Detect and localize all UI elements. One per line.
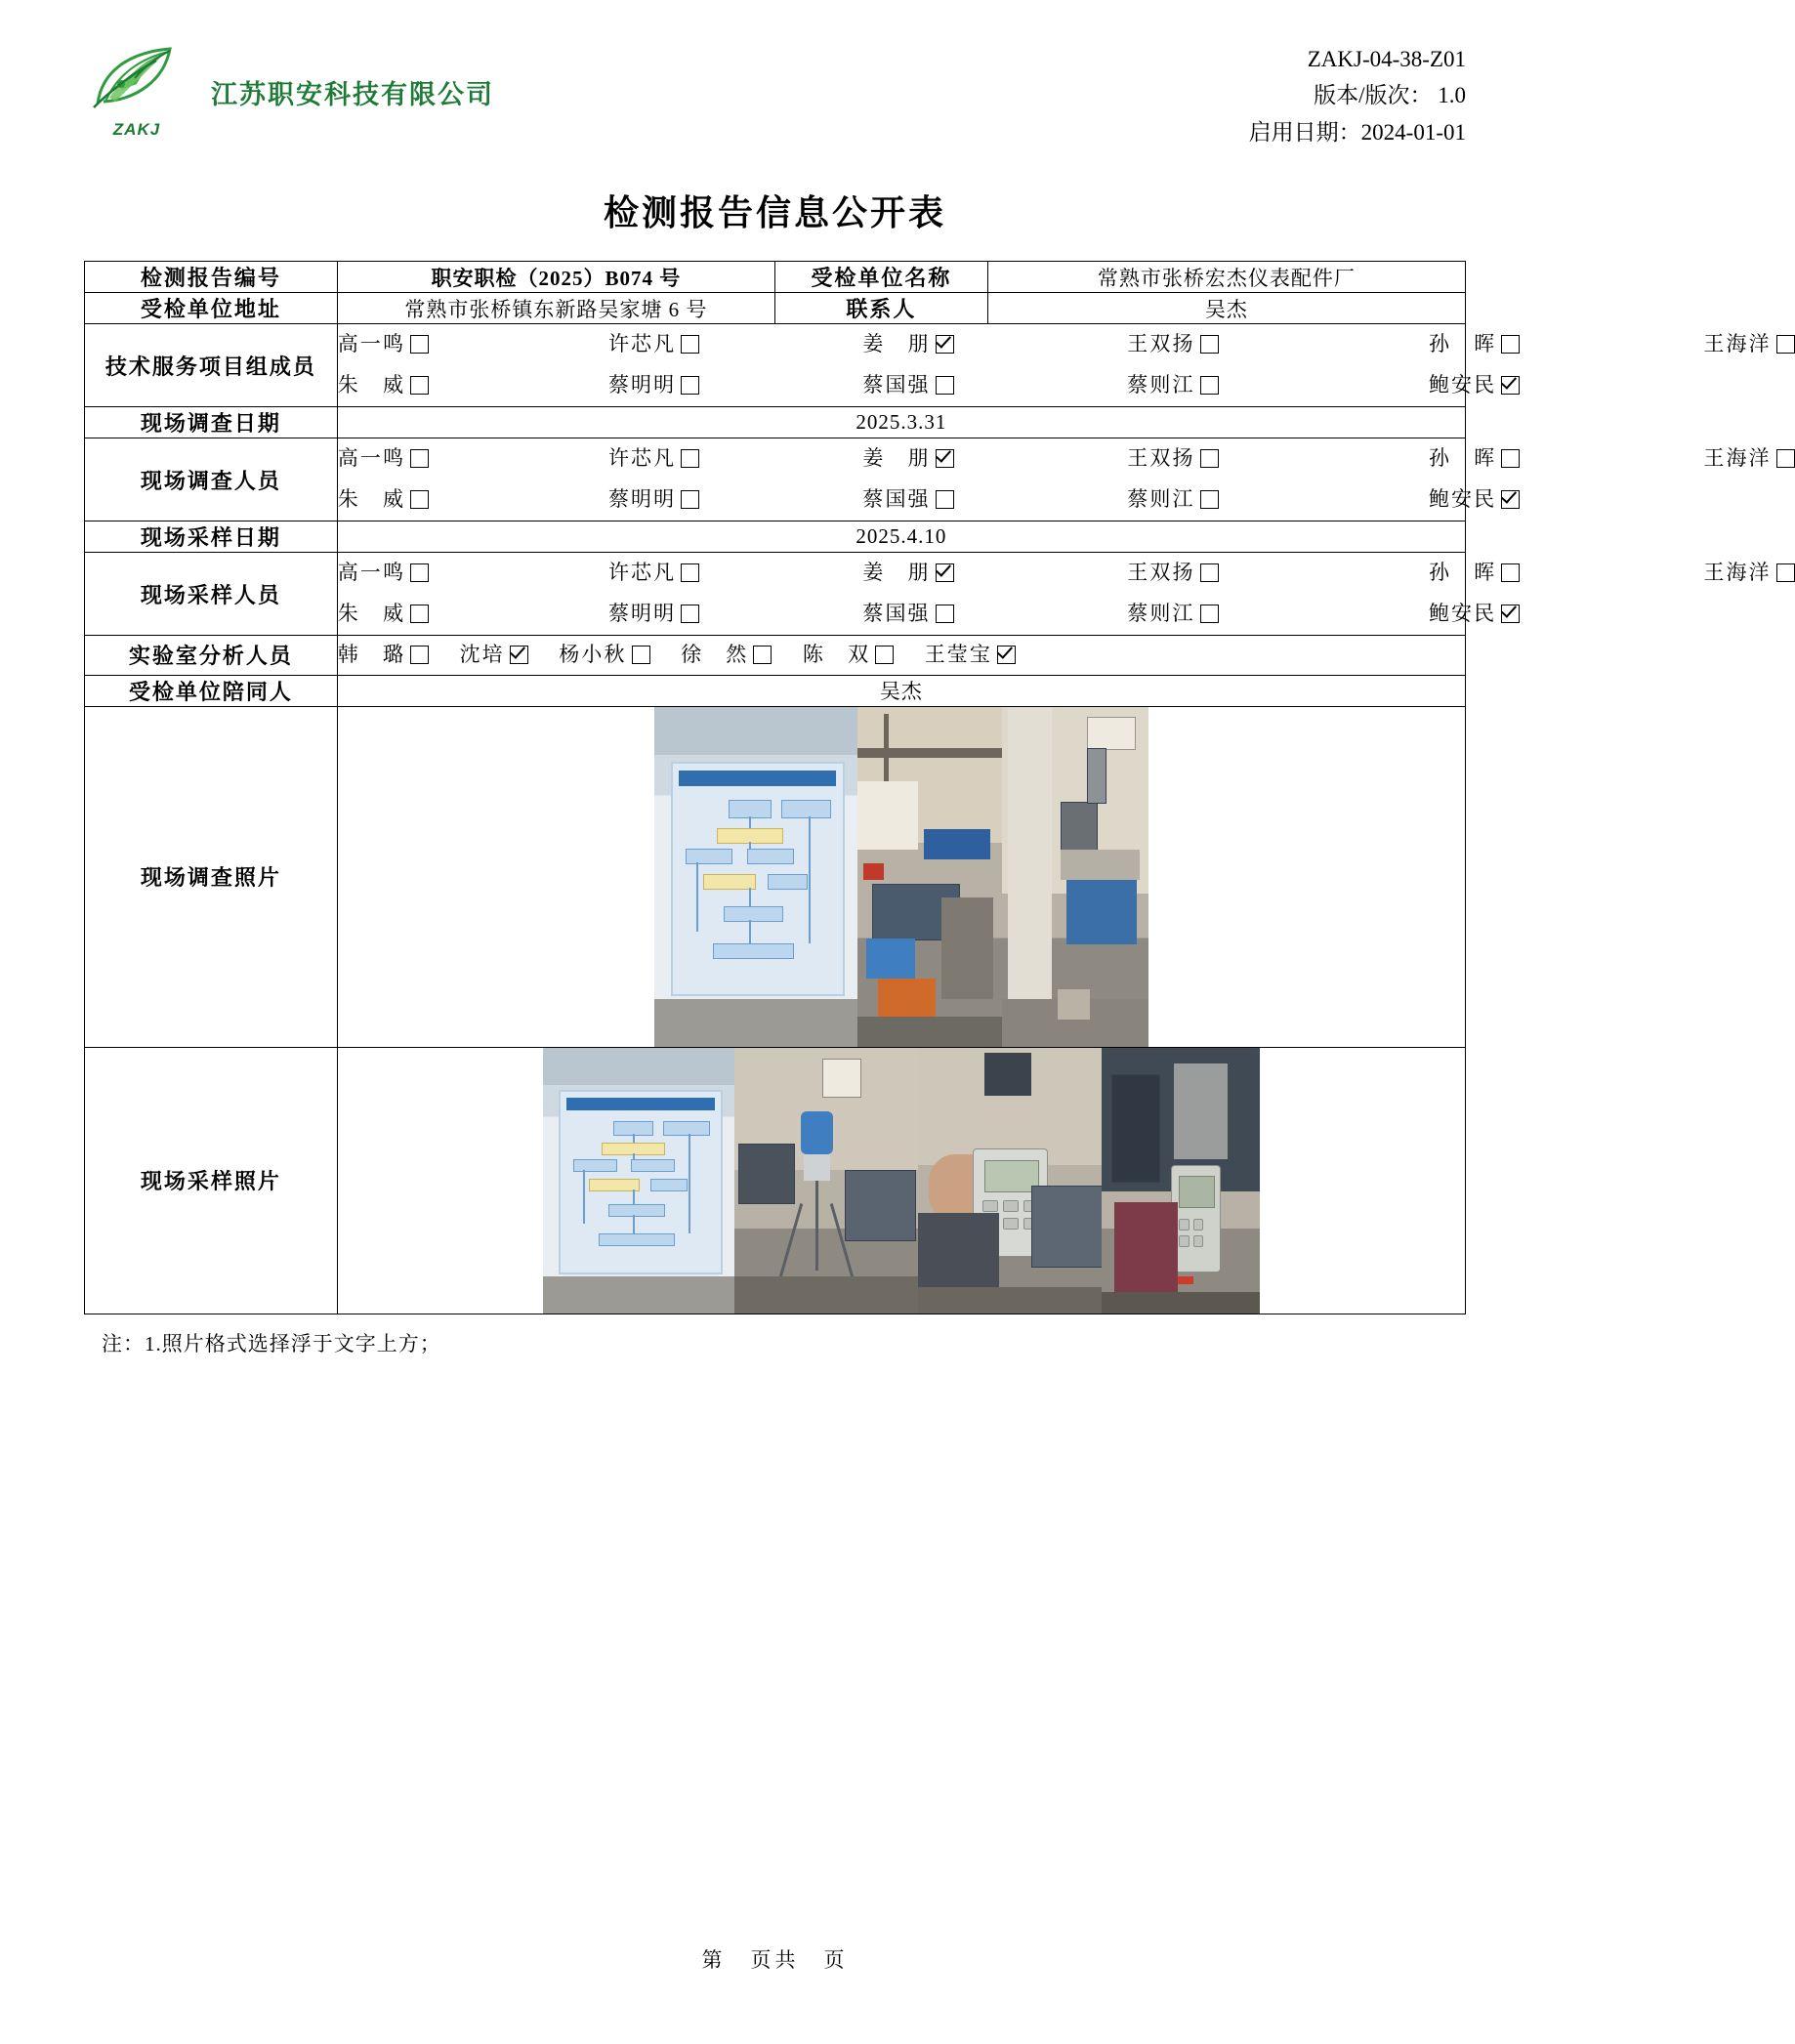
photo-handheld-meter: [918, 1048, 1102, 1314]
staff-name: 王双扬: [1127, 332, 1195, 356]
staff-name: 姜 朋: [862, 332, 931, 356]
staff-name: 王双扬: [1127, 446, 1195, 471]
checkbox-icon[interactable]: [1776, 449, 1795, 468]
report-no-label: 检测报告编号: [85, 262, 338, 293]
staff-name: 蔡国强: [862, 373, 931, 397]
survey-staff-cell: [337, 438, 1772, 521]
staff-checkbox-4[interactable]: [1127, 439, 1218, 479]
staff-name: 沈培: [459, 643, 505, 666]
client-name-label: 受检单位名称: [774, 262, 987, 293]
staff-checkbox-1[interactable]: [338, 595, 429, 634]
sampling-staff-label: 现场采样人员: [85, 553, 338, 636]
checkbox-icon[interactable]: [681, 563, 699, 582]
checkbox-checked-icon[interactable]: [997, 646, 1016, 664]
staff-checkbox-3[interactable]: [862, 366, 953, 405]
staff-checkbox-1[interactable]: [338, 480, 429, 520]
sampling-photos-label: 现场采样照片: [85, 1047, 338, 1314]
checkbox-icon[interactable]: [1200, 490, 1219, 509]
staff-checkbox-5[interactable]: [1429, 480, 1520, 520]
page-footer: 第 页共 页: [701, 1948, 849, 1972]
staff-checkbox-2[interactable]: [608, 366, 699, 405]
checkbox-checked-icon[interactable]: [936, 335, 954, 354]
doc-code: ZAKJ-04-38-Z01: [1307, 47, 1466, 71]
staff-checkbox-4[interactable]: [1127, 554, 1218, 593]
checkbox-checked-icon[interactable]: [510, 646, 528, 664]
checkbox-icon[interactable]: [1501, 335, 1520, 354]
staff-name: 高一鸣: [337, 561, 406, 585]
brand-block: [84, 33, 494, 141]
staff-checkbox-4[interactable]: [1127, 595, 1218, 634]
survey-staff-label: 现场调查人员: [85, 438, 338, 521]
staff-checkbox-2[interactable]: [608, 595, 699, 634]
staff-name: 蔡则江: [1127, 602, 1195, 626]
staff-row: [337, 324, 1772, 365]
staff-name: 蔡明明: [607, 373, 677, 397]
staff-name: 王双扬: [1127, 561, 1195, 585]
checkbox-icon[interactable]: [632, 646, 650, 664]
checkbox-checked-icon[interactable]: [1501, 490, 1520, 509]
photo-sampler-tripod: [734, 1048, 918, 1314]
staff-checkbox-5[interactable]: [1429, 439, 1520, 479]
staff-checkbox-2[interactable]: [608, 554, 699, 593]
staff-checkbox-6[interactable]: [1703, 554, 1794, 593]
staff-checkbox-5[interactable]: [1429, 554, 1520, 593]
survey-photos-cell: [337, 706, 1465, 1047]
sampling-photos-cell: [337, 1047, 1465, 1314]
table-row-survey-photos: [85, 706, 1466, 1047]
staff-row: [337, 438, 1772, 480]
logo-wordmark: ZAKJ: [112, 120, 161, 139]
staff-checkbox-1[interactable]: [338, 439, 429, 479]
checkbox-icon[interactable]: [681, 335, 699, 354]
staff-checkbox-4[interactable]: [681, 636, 772, 675]
table-row-client-addr: [85, 293, 1466, 324]
table-row-survey-staff: [85, 438, 1466, 521]
staff-name: 蔡国强: [862, 602, 931, 626]
report-no-value: 职安职检（2025）B074 号: [337, 262, 774, 293]
lab-staff-cell: [337, 636, 1465, 676]
staff-checkbox-4[interactable]: [1127, 325, 1218, 364]
photo-machine-station: [1002, 707, 1148, 1047]
staff-checkbox-1[interactable]: [338, 366, 429, 405]
staff-name: 孙 晖: [1428, 446, 1497, 471]
team-label: 技术服务项目组成员: [85, 324, 338, 407]
staff-checkbox-1[interactable]: [338, 636, 429, 675]
staff-name: 鲍安民: [1428, 602, 1497, 626]
staff-name: 王莹宝: [924, 643, 993, 666]
photo-flowchart-poster: [654, 707, 857, 1047]
staff-row: [337, 594, 1497, 635]
staff-name: 蔡国强: [862, 487, 931, 512]
staff-name: 孙 晖: [1428, 332, 1497, 356]
table-row-team: [85, 324, 1466, 407]
info-table: [84, 261, 1772, 1314]
client-addr-label: 受检单位地址: [85, 293, 338, 324]
checkbox-icon[interactable]: [936, 490, 954, 509]
table-row-lab-staff: [85, 636, 1466, 676]
contact-label: 联系人: [774, 293, 987, 324]
staff-checkbox-5[interactable]: [1429, 325, 1520, 364]
contact-value: 吴杰: [987, 293, 1465, 324]
checkbox-icon[interactable]: [681, 449, 699, 468]
staff-checkbox-2[interactable]: [460, 636, 528, 675]
staff-name: 许芯凡: [607, 561, 677, 585]
escort-label: 受检单位陪同人: [85, 675, 338, 706]
staff-name: 姜 朋: [862, 561, 931, 585]
checkbox-icon[interactable]: [410, 646, 429, 664]
checkbox-checked-icon[interactable]: [936, 563, 954, 582]
footnote: 注：1.照片格式选择浮于文字上方；: [102, 1331, 441, 1356]
checkbox-icon[interactable]: [1200, 563, 1219, 582]
staff-checkbox-3[interactable]: [862, 480, 953, 520]
staff-checkbox-1[interactable]: [338, 554, 429, 593]
checkbox-icon[interactable]: [1200, 449, 1219, 468]
survey-photos-label: 现场调查照片: [85, 706, 338, 1047]
staff-checkbox-2[interactable]: [608, 325, 699, 364]
staff-checkbox-6[interactable]: [1703, 325, 1794, 364]
staff-checkbox-1[interactable]: [338, 325, 429, 364]
staff-name: 许芯凡: [607, 332, 677, 356]
document-header: [84, 33, 1466, 160]
survey-photo-strip: [338, 707, 1465, 1047]
staff-row: [338, 636, 1465, 675]
table-row-sampling-staff: [85, 553, 1466, 636]
checkbox-icon[interactable]: [681, 490, 699, 509]
checkbox-icon[interactable]: [1501, 563, 1520, 582]
doc-version: 版本/版次： 1.0: [1314, 83, 1466, 108]
checkbox-icon[interactable]: [1776, 335, 1795, 354]
staff-name: 许芯凡: [607, 446, 677, 471]
checkbox-icon[interactable]: [753, 646, 772, 664]
staff-name: 蔡明明: [607, 487, 677, 512]
staff-checkbox-2[interactable]: [608, 480, 699, 520]
escort-value: 吴杰: [337, 675, 1465, 706]
checkbox-icon[interactable]: [1200, 335, 1219, 354]
staff-name: 蔡则江: [1127, 487, 1195, 512]
staff-name: 蔡明明: [607, 602, 677, 626]
staff-name: 韩 璐: [337, 643, 406, 666]
staff-name: 鲍安民: [1428, 487, 1497, 512]
staff-checkbox-3[interactable]: [862, 325, 953, 364]
photo-flowchart-poster: [543, 1048, 734, 1314]
staff-name: 姜 朋: [862, 446, 931, 471]
staff-checkbox-3[interactable]: [862, 595, 953, 634]
header-meta: [1249, 33, 1466, 150]
table-row-sampling-photos: [85, 1047, 1466, 1314]
staff-name: 孙 晖: [1428, 561, 1497, 585]
staff-name: 朱 威: [337, 487, 406, 512]
staff-name: 朱 威: [337, 373, 406, 397]
leaf-icon: [92, 45, 182, 109]
table-row-sampling-date: [85, 521, 1466, 553]
staff-checkbox-2[interactable]: [608, 439, 699, 479]
doc-effective-date: 启用日期：2024-01-01: [1248, 119, 1466, 145]
survey-date-label: 现场调查日期: [85, 407, 338, 438]
checkbox-icon[interactable]: [875, 646, 894, 664]
staff-row: [337, 365, 1497, 406]
checkbox-icon[interactable]: [410, 490, 429, 509]
client-name-value: 常熟市张桥宏杰仪表配件厂: [987, 262, 1465, 293]
staff-name: 杨小秋: [559, 643, 627, 666]
staff-checkbox-3[interactable]: [559, 636, 649, 675]
staff-name: 高一鸣: [337, 332, 406, 356]
staff-checkbox-4[interactable]: [1127, 480, 1218, 520]
checkbox-icon[interactable]: [410, 376, 429, 395]
checkbox-icon[interactable]: [1200, 605, 1219, 623]
staff-checkbox-6[interactable]: [1703, 439, 1794, 479]
checkbox-checked-icon[interactable]: [936, 449, 954, 468]
staff-checkbox-3[interactable]: [862, 554, 953, 593]
staff-checkbox-5[interactable]: [1429, 366, 1520, 405]
checkbox-icon[interactable]: [410, 449, 429, 468]
staff-name: 王海洋: [1703, 561, 1772, 585]
sampling-date-value: 2025.4.10: [337, 521, 1465, 553]
checkbox-icon[interactable]: [936, 605, 954, 623]
checkbox-icon[interactable]: [410, 563, 429, 582]
staff-name: 王海洋: [1703, 446, 1772, 471]
staff-name: 蔡则江: [1127, 373, 1195, 397]
checkbox-icon[interactable]: [681, 376, 699, 395]
sampling-staff-cell: [337, 553, 1772, 636]
staff-name: 王海洋: [1703, 332, 1772, 356]
checkbox-icon[interactable]: [410, 335, 429, 354]
survey-date-value: 2025.3.31: [337, 407, 1465, 438]
staff-name: 高一鸣: [337, 446, 406, 471]
table-row-survey-date: [85, 407, 1466, 438]
checkbox-icon[interactable]: [936, 376, 954, 395]
staff-checkbox-4[interactable]: [1127, 366, 1218, 405]
checkbox-icon[interactable]: [1501, 449, 1520, 468]
staff-checkbox-3[interactable]: [862, 439, 953, 479]
table-row-escort: [85, 675, 1466, 706]
lab-staff-label: 实验室分析人员: [85, 636, 338, 676]
checkbox-icon[interactable]: [1776, 563, 1795, 582]
staff-name: 陈 双: [802, 643, 871, 666]
staff-name: 鲍安民: [1428, 373, 1497, 397]
checkbox-icon[interactable]: [1200, 376, 1219, 395]
sampling-photo-strip: [338, 1048, 1465, 1314]
staff-name: 朱 威: [337, 602, 406, 626]
sampling-date-label: 现场采样日期: [85, 521, 338, 553]
staff-checkbox-5[interactable]: [803, 636, 894, 675]
staff-checkbox-5[interactable]: [1429, 595, 1520, 634]
photo-workshop-interior: [857, 707, 1002, 1047]
client-addr-value: 常熟市张桥镇东新路吴家塘 6 号: [337, 293, 774, 324]
page-title: 检测报告信息公开表: [603, 193, 946, 232]
team-staff-cell: [337, 324, 1772, 407]
checkbox-checked-icon[interactable]: [1501, 376, 1520, 395]
checkbox-icon[interactable]: [681, 605, 699, 623]
staff-name: 徐 然: [681, 643, 749, 666]
company-logo: [84, 43, 189, 141]
staff-row: [337, 480, 1497, 521]
checkbox-icon[interactable]: [410, 605, 429, 623]
staff-row: [337, 553, 1772, 594]
company-name: 江苏职安科技有限公司: [211, 79, 494, 109]
table-row-report-no: [85, 262, 1466, 293]
photo-worker-sampling: [1102, 1048, 1260, 1314]
staff-checkbox-6[interactable]: [925, 636, 1016, 675]
checkbox-checked-icon[interactable]: [1501, 605, 1520, 623]
